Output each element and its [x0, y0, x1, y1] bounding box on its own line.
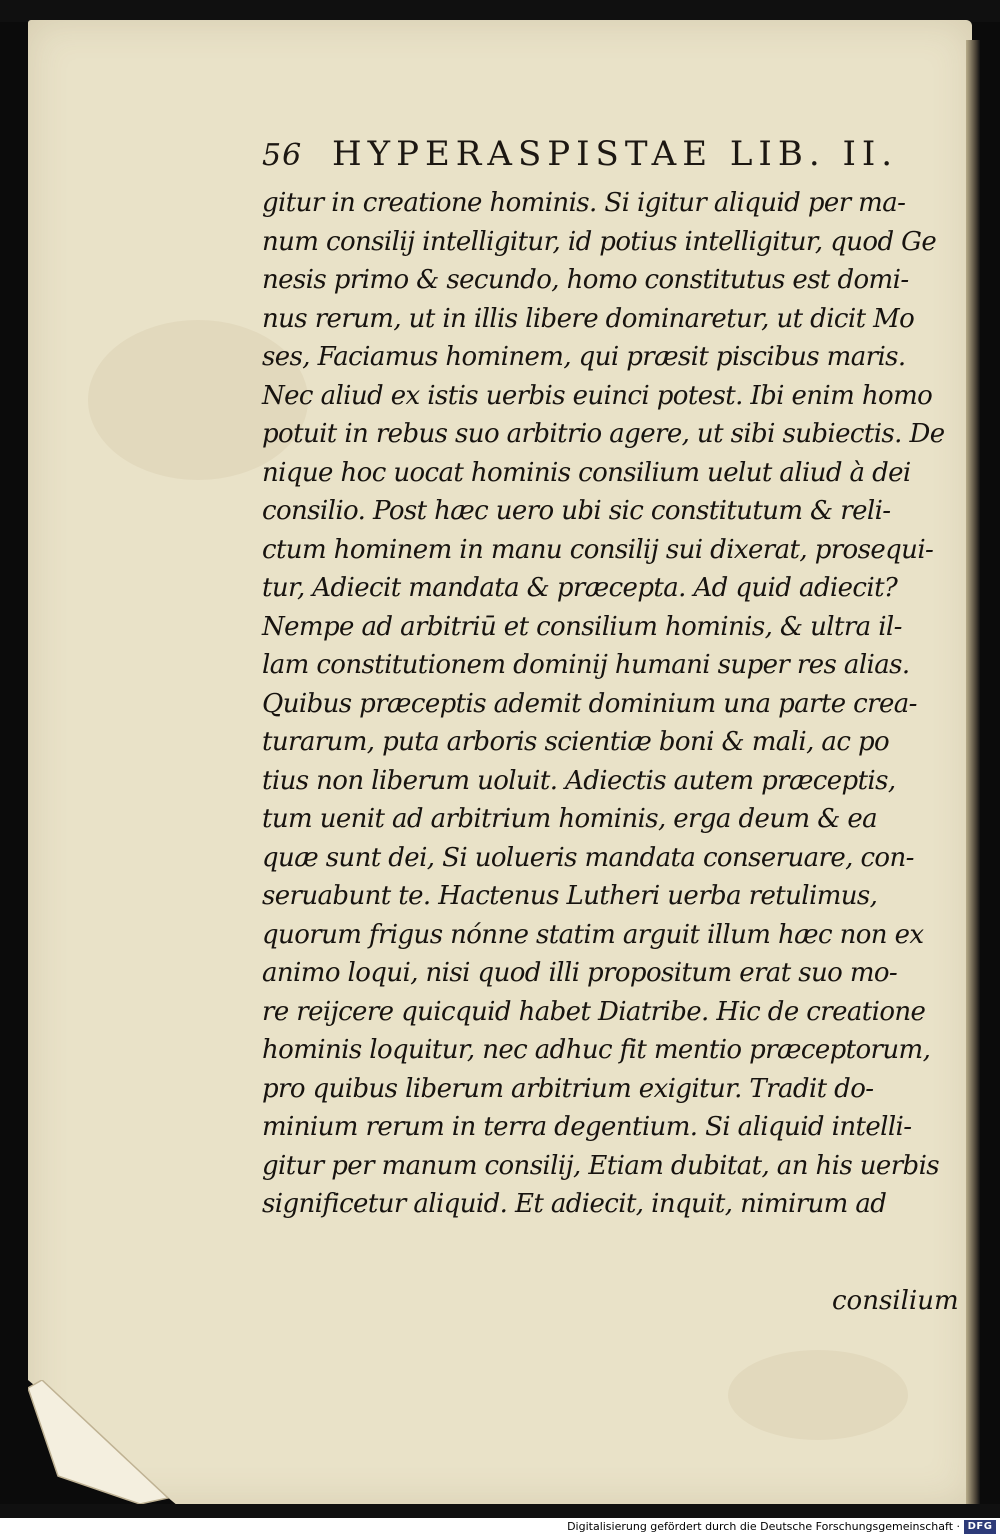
text-line: tur, Adiecit mandata & præcepta. Ad quid adiecit?	[262, 573, 898, 603]
text-line: re reijcere quicquid habet Diatribe. Hic de creatione	[262, 996, 926, 1027]
text-line: quæ sunt dei, Si uolueris mandata conseruare, con-	[262, 842, 914, 873]
text-line: nus rerum, ut in illis libere dominaretur, ut dicit Mo	[262, 303, 915, 334]
text-line: Quibus præceptis ademit dominium una parte crea-	[262, 688, 917, 719]
text-line: potuit in rebus suo arbitrio agere, ut sibi subiectis. De	[262, 419, 945, 449]
book-top-edge	[0, 0, 1000, 22]
page-edge-right	[966, 40, 980, 1506]
page-number: 56	[262, 138, 303, 173]
page-header	[262, 130, 899, 180]
text-line: hominis loquitur, nec adhuc fit mentio præceptorum,	[262, 1035, 931, 1065]
dfg-logo: DFG	[964, 1520, 996, 1534]
text-line: Nempe ad arbitriū et consilium hominis, & ultra il-	[262, 611, 902, 642]
running-head: HYPERASPISTAE LIB. II.	[332, 134, 899, 174]
text-line: consilio. Post hæc uero ubi sic constitutum & reli-	[262, 496, 891, 526]
catchword: consilium	[832, 1286, 959, 1316]
folded-corner	[28, 1380, 178, 1506]
text-line: nique hoc uocat hominis consilium uelut aliud à dei	[262, 457, 911, 488]
text-line: tum uenit ad arbitrium hominis, erga deum & ea	[262, 804, 878, 834]
text-line: tius non liberum uoluit. Adiectis autem præceptis,	[262, 765, 896, 796]
text-line: seruabunt te. Hactenus Lutheri uerba retulimus,	[262, 881, 878, 911]
text-line: minium rerum in terra degentium. Si aliquid intelli-	[262, 1112, 912, 1142]
text-line: pro quibus liberum arbitrium exigitur. Tradit do-	[262, 1073, 874, 1104]
text-line: num consilij intelligitur, id potius intelligitur, quod Ge	[262, 226, 937, 257]
text-line: gitur in creatione hominis. Si igitur aliquid per ma-	[262, 188, 906, 218]
text-line: turarum, puta arboris scientiæ boni & mali, ac po	[262, 727, 890, 757]
paper-stain	[728, 1350, 908, 1440]
text-line: ses, Faciamus hominem, qui præsit piscibus maris.	[262, 342, 906, 372]
text-line: Nec aliud ex istis uerbis euinci potest. Ibi enim homo	[262, 380, 933, 411]
text-line: nesis primo & secundo, homo constitutus est domi-	[262, 265, 909, 295]
text-line: lam constitutionem dominij humani super res alias.	[262, 650, 910, 680]
body-text	[262, 184, 952, 1224]
text-line: quorum frigus nónne statim arguit illum hæc non ex	[262, 919, 924, 950]
text-line: animo loqui, nisi quod illi propositum erat suo mo-	[262, 958, 898, 988]
text-line: ctum hominem in manu consilij sui dixerat, prosequi-	[262, 534, 934, 565]
digitization-credit: Digitalisierung gefördert durch die Deutsche Forschungsgemeinschaft ·	[567, 1520, 960, 1533]
text-line: significetur aliquid. Et adiecit, inquit, nimirum ad	[262, 1189, 887, 1219]
text-line: gitur per manum consilij, Etiam dubitat, an his uerbis	[262, 1150, 940, 1181]
book-bottom-edge	[0, 1504, 1000, 1518]
